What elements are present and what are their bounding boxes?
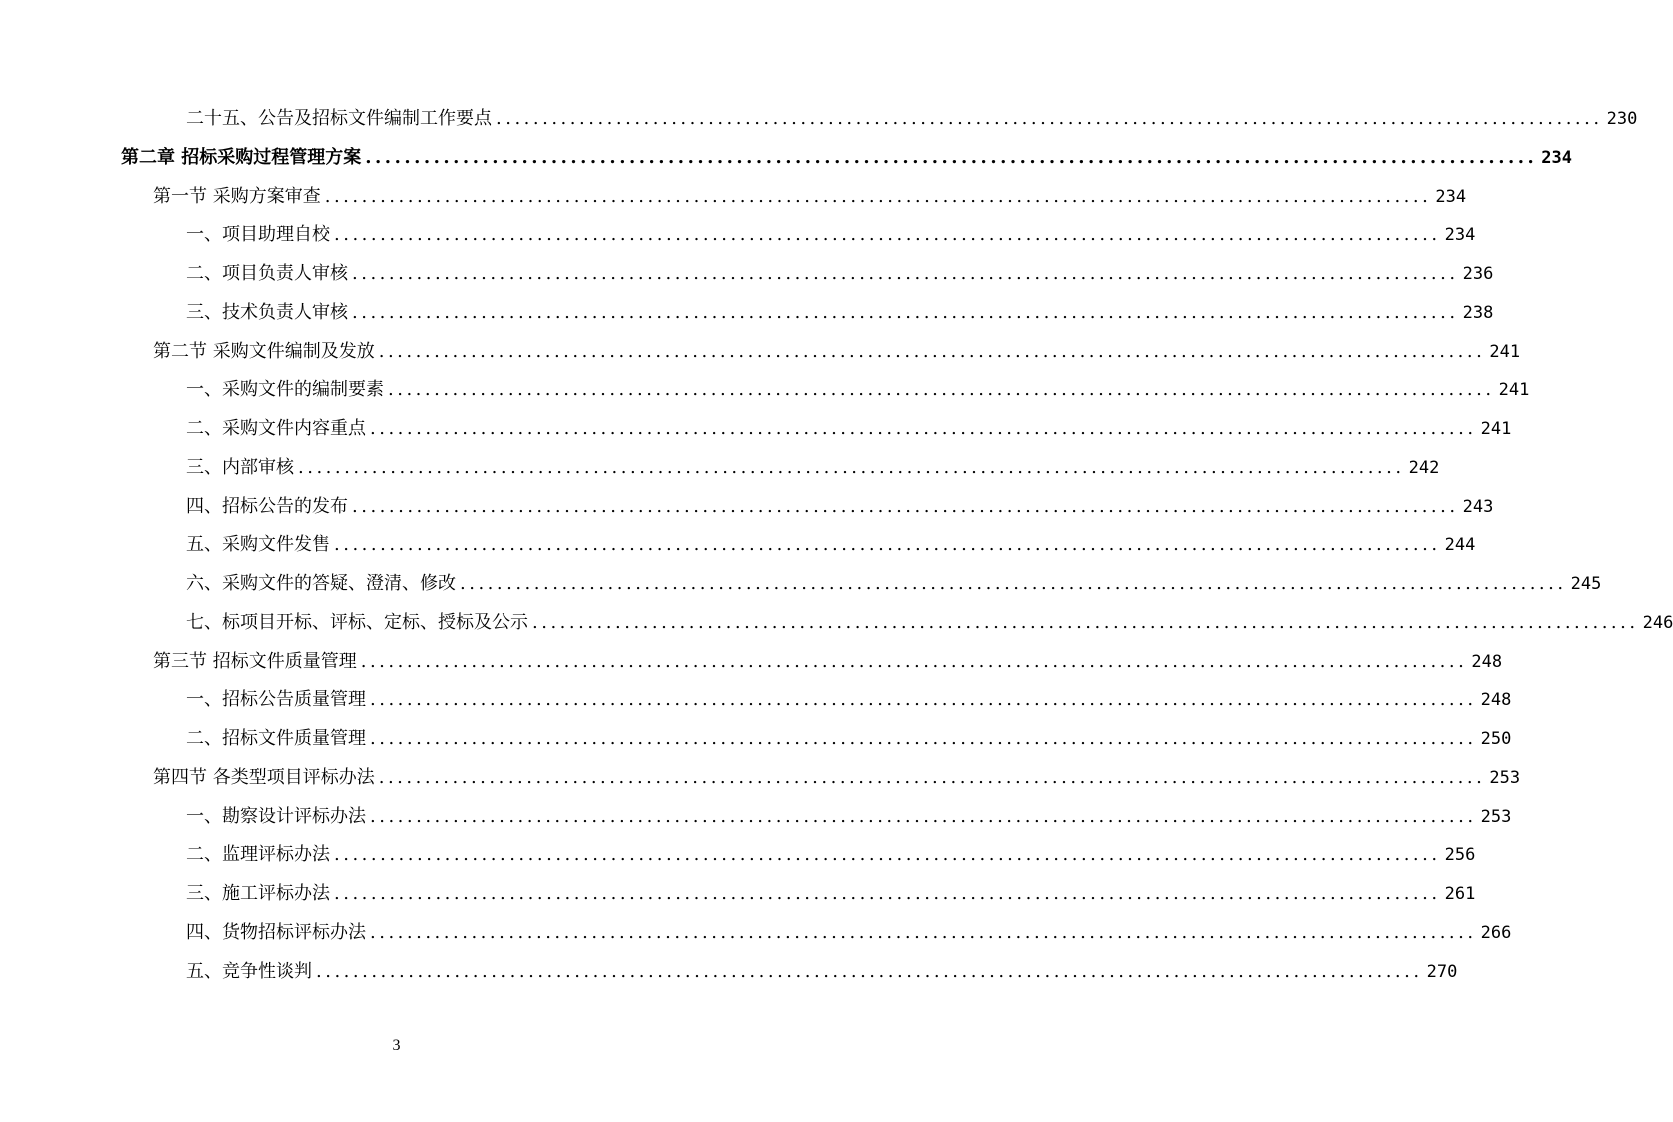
toc-entry-label: 六、采购文件的答疑、澄清、修改 xyxy=(186,573,456,594)
toc-entry-label: 七、标项目开标、评标、定标、授标及公示 xyxy=(186,611,528,633)
toc-entry-page: 248 xyxy=(1471,651,1503,672)
toc-entry-label: 一、勘察设计评标办法 xyxy=(186,805,366,827)
toc-dot-leader: ........................................................................................................................ xyxy=(360,650,1468,672)
toc-entry-page: 248 xyxy=(1480,690,1512,711)
toc-entry-page: 244 xyxy=(1444,535,1476,556)
toc-entry-page: 270 xyxy=(1426,961,1458,982)
page-number: 3 xyxy=(392,1037,401,1054)
toc-entry-page: 241 xyxy=(1480,419,1512,439)
toc-entry-page: 234 xyxy=(1541,147,1572,168)
toc-entry-page: 253 xyxy=(1489,767,1521,788)
toc-item-entry[interactable] xyxy=(186,223,1476,247)
toc-entry-page: 243 xyxy=(1462,496,1494,517)
toc-dot-leader: ........................................................................................................................ xyxy=(334,883,1441,904)
toc-entry-page: 230 xyxy=(1606,109,1638,129)
toc-item-entry[interactable] xyxy=(186,688,1512,712)
toc-dot-leader: ........................................................................................................................ xyxy=(334,224,1441,246)
toc-item-entry[interactable] xyxy=(186,921,1512,945)
toc-entry-label: 二、项目负责人审核 xyxy=(186,263,348,284)
toc-entry-page: 245 xyxy=(1570,574,1602,594)
toc-item-entry[interactable] xyxy=(186,611,1673,635)
toc-entry-label: 一、招标公告质量管理 xyxy=(186,689,366,711)
toc-entry-label: 一、采购文件的编制要素 xyxy=(186,379,384,401)
toc-dot-leader: ........................................................................................................................ xyxy=(324,185,1432,207)
toc-dot-leader: ........................................................................................................................ xyxy=(370,728,1477,749)
toc-entry-label: 五、采购文件发售 xyxy=(186,534,330,556)
toc-entry-page: 234 xyxy=(1444,225,1476,246)
toc-entry-page: 250 xyxy=(1480,729,1512,749)
toc-item-entry[interactable] xyxy=(186,107,1638,131)
toc-item-entry[interactable] xyxy=(186,262,1494,286)
toc-entry-page: 241 xyxy=(1498,380,1530,401)
toc-item-entry[interactable] xyxy=(186,495,1494,519)
toc-entry-page: 236 xyxy=(1462,264,1494,284)
toc-dot-leader: ........................................................................................................................ xyxy=(365,146,1538,168)
toc-dot-leader: ........................................................................................................................ xyxy=(460,573,1567,594)
toc-dot-leader: ........................................................................................................................ xyxy=(316,960,1423,982)
toc-entry-label: 第一节 采购方案审查 xyxy=(153,185,321,207)
toc-item-entry[interactable] xyxy=(186,572,1602,596)
toc-dot-leader: ........................................................................................................................ xyxy=(352,263,1459,284)
toc-section-entry[interactable] xyxy=(153,340,1521,364)
toc-dot-leader: ........................................................................................................................ xyxy=(370,418,1477,439)
toc-dot-leader: ........................................................................................................................ xyxy=(496,108,1603,129)
toc-entry-page: 246 xyxy=(1642,612,1673,633)
toc-dot-leader: ........................................................................................................................ xyxy=(352,495,1459,517)
toc-item-entry[interactable] xyxy=(186,533,1476,557)
toc-item-entry[interactable] xyxy=(186,727,1512,751)
toc-entry-label: 第四节 各类型项目评标办法 xyxy=(153,766,375,788)
toc-entry-label: 第二节 采购文件编制及发放 xyxy=(153,340,375,362)
toc-item-entry[interactable] xyxy=(186,805,1512,829)
toc-dot-leader: ........................................................................................................................ xyxy=(532,611,1639,633)
toc-dot-leader: ........................................................................................................................ xyxy=(378,340,1486,362)
toc-chapter-entry[interactable] xyxy=(121,146,1572,170)
toc-section-entry[interactable] xyxy=(153,185,1467,209)
toc-entry-label: 三、内部审核 xyxy=(186,456,294,478)
toc-entry-page: 261 xyxy=(1444,884,1476,904)
toc-entry-label: 二、招标文件质量管理 xyxy=(186,728,366,749)
toc-dot-leader: ........................................................................................................................ xyxy=(388,379,1495,401)
toc-entry-label: 一、项目助理自校 xyxy=(186,224,330,246)
toc-entry-label: 第三节 招标文件质量管理 xyxy=(153,650,357,672)
toc-dot-leader: ........................................................................................................................ xyxy=(370,689,1477,711)
toc-entry-label: 四、招标公告的发布 xyxy=(186,495,348,517)
toc-item-entry[interactable] xyxy=(186,843,1476,867)
toc-entry-label: 三、施工评标办法 xyxy=(186,883,330,904)
toc-entry-page: 266 xyxy=(1480,922,1512,943)
toc-dot-leader: ........................................................................................................................ xyxy=(370,805,1477,827)
toc-item-entry[interactable] xyxy=(186,456,1440,480)
toc-entry-label: 五、竞争性谈判 xyxy=(186,960,312,982)
toc-entry-label: 二十五、公告及招标文件编制工作要点 xyxy=(186,108,492,129)
toc-item-entry[interactable] xyxy=(186,378,1530,402)
toc-item-entry[interactable] xyxy=(186,417,1512,441)
toc-dot-leader: ........................................................................................................................ xyxy=(370,921,1477,943)
toc-entry-page: 234 xyxy=(1435,186,1467,207)
toc-section-entry[interactable] xyxy=(153,650,1503,674)
toc-dot-leader: ........................................................................................................................ xyxy=(334,534,1441,556)
toc-dot-leader: ........................................................................................................................ xyxy=(334,844,1441,866)
toc-dot-leader: ........................................................................................................................ xyxy=(378,766,1486,788)
toc-item-entry[interactable] xyxy=(186,960,1458,984)
toc-entry-label: 二、监理评标办法 xyxy=(186,844,330,866)
toc-entry-page: 253 xyxy=(1480,806,1512,827)
toc-entry-page: 256 xyxy=(1444,845,1476,866)
toc-dot-leader: ........................................................................................................................ xyxy=(352,301,1459,323)
toc-entry-label: 第二章 招标采购过程管理方案 xyxy=(121,146,362,168)
toc-section-entry[interactable] xyxy=(153,766,1521,790)
toc-item-entry[interactable] xyxy=(186,301,1494,325)
toc-entry-label: 二、采购文件内容重点 xyxy=(186,418,366,439)
toc-entry-page: 238 xyxy=(1462,302,1494,323)
toc-entry-label: 三、技术负责人审核 xyxy=(186,301,348,323)
toc-entry-page: 242 xyxy=(1408,457,1440,478)
toc-entry-label: 四、货物招标评标办法 xyxy=(186,921,366,943)
toc-dot-leader: ........................................................................................................................ xyxy=(298,456,1405,478)
toc-item-entry[interactable] xyxy=(186,882,1476,906)
toc-entry-page: 241 xyxy=(1489,341,1521,362)
